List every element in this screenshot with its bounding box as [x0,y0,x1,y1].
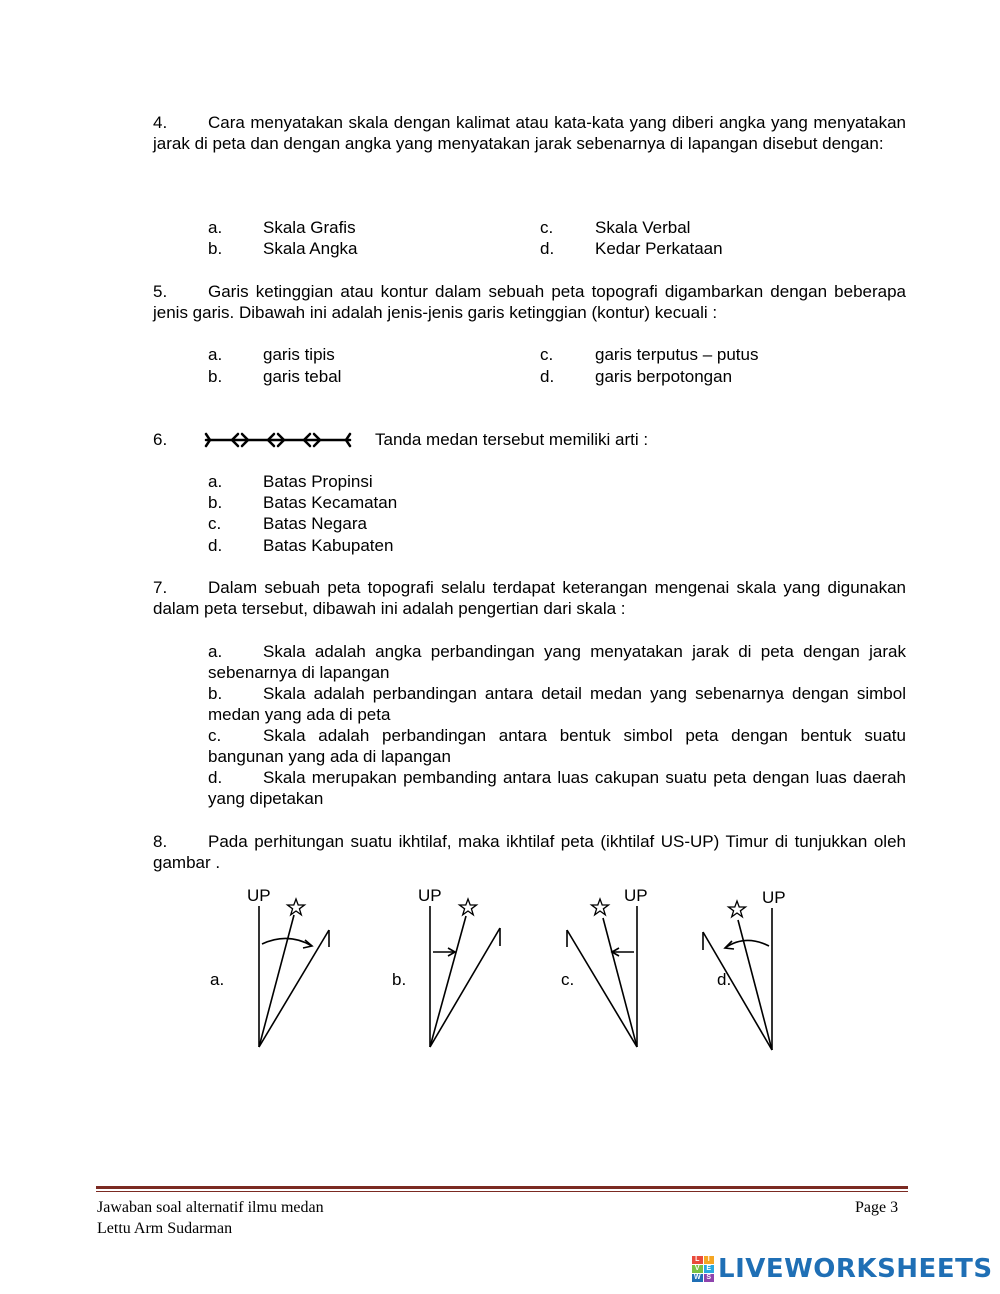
option-7b[interactable]: b. Skala adalah perbandingan antara detail medan yang sebenarnya dengan simbol medan yang ada di peta [208,684,906,724]
question-number: 8. [153,832,168,851]
question-number: 6. [153,430,168,449]
option-7a[interactable]: a. Skala adalah angka perbandingan yang menyatakan jarak di peta dengan jarak sebenarnya di lapangan [208,642,906,682]
figure-c-diagram [567,899,637,1047]
liveworksheets-logo[interactable] [692,1254,993,1284]
figure-a-label[interactable]: a. [210,970,225,989]
option-7d[interactable]: d. Skala merupakan pembanding antara luas cakupan suatu peta dengan luas daerah yang dipetakan [208,768,906,808]
liveworksheets-wordmark: LIVEWORKSHEETS [718,1254,993,1284]
question-number: 7. [153,578,168,597]
question-number: 4. [153,113,168,132]
option-7c[interactable]: c. Skala adalah perbandingan antara bentuk simbol peta dengan bentuk suatu bangunan yang ada di lapangan [208,726,906,766]
figure-a-up-label: UP [247,886,271,905]
liveworksheets-logo-icon: L I V E W S [692,1256,714,1282]
figure-c-label[interactable]: c. [561,970,575,989]
question-number: 5. [153,282,168,301]
question-text: Cara menyatakan skala dengan kalimat atau kata-kata yang diberi angka yang menyatakan jarak di peta dan dengan angka yang menyatakan jarak sebenarnya di lapangan disebut dengan: [153,113,906,153]
figure-b-diagram [430,899,500,1047]
figure-b-up-label: UP [418,886,442,905]
figure-a-diagram [259,899,329,1047]
figure-d-up-label: UP [762,888,786,907]
figure-d-diagram [703,901,772,1050]
footer-title: Jawaban soal alternatif ilmu medan [97,1199,324,1216]
footer-page-number: Page 3 [855,1199,899,1216]
question-text: Dalam sebuah peta topografi selalu terdapat keterangan mengenai skala yang digunakan dalam peta tersebut, dibawah ini adalah pengertian dari skala : [153,578,906,618]
figure-d-label[interactable]: d. [717,970,732,989]
question-text: Pada perhitungan suatu ikhtilaf, maka ikhtilaf peta (ikhtilaf US-UP) Timur di tunjukkan oleh gambar . [153,832,906,872]
question-text: Garis ketinggian atau kontur dalam sebuah peta topografi digambarkan dengan beberapa jenis garis. Dibawah ini adalah jenis-jenis garis ketinggian (kontur) kecuali : [153,282,906,322]
figure-c-up-label: UP [624,886,648,905]
footer-divider [96,1186,908,1189]
figure-b-label[interactable]: b. [392,970,407,989]
footer-author: Lettu Arm Sudarman [97,1220,233,1237]
footer-divider-thin [96,1191,908,1192]
